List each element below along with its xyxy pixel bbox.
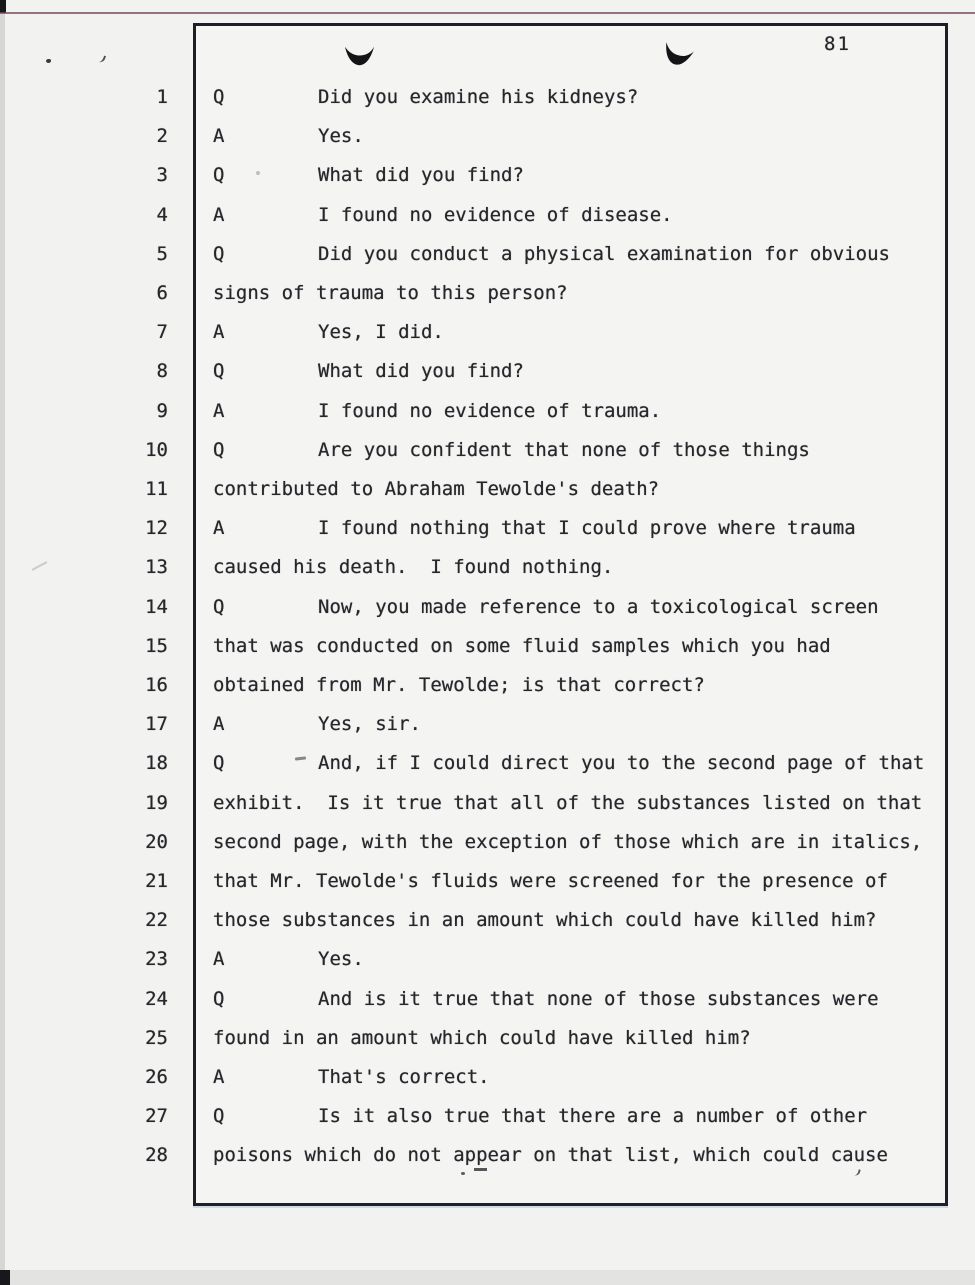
transcript-line [0, 273, 975, 313]
transcript-line [0, 351, 975, 391]
speaker-label: Q [213, 987, 225, 1010]
line-number: 20 [145, 830, 168, 853]
line-text: I found no evidence of disease. [318, 203, 673, 226]
line-text: What did you find? [318, 164, 524, 187]
speaker-label: Q [213, 360, 225, 383]
line-text: signs of trauma to this person? [213, 282, 568, 304]
scan-speck [256, 171, 260, 175]
transcript-line [0, 547, 975, 587]
speaker-label: Q [213, 86, 225, 108]
line-number: 15 [145, 634, 168, 657]
transcript-line [0, 783, 975, 823]
transcript-line [0, 900, 975, 940]
speaker-label: Q [213, 242, 225, 265]
line-number: 6 [156, 282, 168, 304]
line-number: 5 [156, 242, 168, 265]
page-number: 81 [824, 33, 851, 55]
transcript-line [0, 391, 975, 431]
transcript-line [0, 861, 975, 901]
scan-speck [461, 1172, 465, 1175]
line-number: 17 [145, 713, 168, 736]
speaker-label: A [213, 517, 225, 540]
line-number: 24 [145, 987, 168, 1010]
line-text: contributed to Abraham Tewolde's death? [213, 478, 660, 500]
transcript-line [0, 234, 975, 274]
line-number: 12 [145, 517, 168, 540]
speaker-label: Q [213, 1105, 225, 1128]
transcript-line [0, 1057, 975, 1097]
line-number: 10 [145, 438, 168, 461]
line-text: that was conducted on some fluid samples which you had [213, 634, 831, 657]
line-number: 1 [156, 86, 168, 108]
line-text: Yes. [318, 125, 364, 148]
transcript-line [0, 155, 975, 195]
line-text: found in an amount which could have killed him? [213, 1026, 751, 1049]
transcript-line [0, 195, 975, 235]
speaker-label: Q [213, 595, 225, 618]
line-number: 7 [156, 321, 168, 344]
speaker-label: Q [213, 164, 225, 187]
line-number: 18 [145, 752, 168, 775]
line-number: 11 [145, 478, 168, 500]
line-text: Yes, I did. [318, 321, 444, 344]
transcript-line [0, 508, 975, 548]
transcript-line [0, 979, 975, 1019]
line-text: Did you examine his kidneys? [318, 86, 639, 108]
scan-corner-artifact [0, 1270, 10, 1285]
line-number: 2 [156, 125, 168, 148]
transcript-line [0, 704, 975, 744]
transcript-line [0, 939, 975, 979]
speaker-label: Q [213, 752, 225, 775]
speaker-label: A [213, 321, 225, 344]
transcript-line [0, 1018, 975, 1058]
transcript-line [0, 822, 975, 862]
line-text: poisons which do not appear on that list, which could cause [213, 1144, 888, 1167]
line-text: Yes. [318, 948, 364, 971]
speaker-label: A [213, 399, 225, 422]
line-text: second page, with the exception of those which are in italics, [213, 830, 923, 853]
line-number: 14 [145, 595, 168, 618]
line-text: that Mr. Tewolde's fluids were screened for the presence of [213, 870, 888, 892]
line-text: Yes, sir. [318, 713, 421, 736]
line-text: Now, you made reference to a toxicological screen [318, 595, 879, 618]
line-text: caused his death. I found nothing. [213, 556, 614, 579]
speaker-label: Q [213, 438, 225, 461]
scan-speck [46, 59, 51, 63]
line-number: 22 [145, 909, 168, 932]
line-number: 9 [156, 399, 168, 422]
transcript-line [0, 77, 975, 117]
transcript-line [0, 430, 975, 470]
line-number: 3 [156, 164, 168, 187]
line-text: I found no evidence of trauma. [318, 399, 662, 422]
transcript-line [0, 626, 975, 666]
line-number: 13 [145, 556, 168, 579]
transcript-line [0, 1135, 975, 1175]
line-text: And is it true that none of those substances were [318, 987, 879, 1010]
line-text: I found nothing that I could prove where trauma [318, 517, 856, 540]
transcript-line [0, 743, 975, 783]
transcript-line [0, 587, 975, 627]
line-number: 8 [156, 360, 168, 383]
line-text: Are you confident that none of those things [318, 438, 810, 461]
line-number: 16 [145, 674, 168, 696]
line-text: those substances in an amount which could have killed him? [213, 909, 877, 932]
line-number: 25 [145, 1026, 168, 1049]
line-number: 28 [145, 1144, 168, 1167]
scan-bottom-band [0, 1270, 975, 1285]
line-text: And, if I could direct you to the second page of that [318, 752, 925, 775]
scan-line-artifact [0, 12, 975, 14]
transcript-line [0, 312, 975, 352]
line-number: 19 [145, 791, 168, 814]
transcript-line [0, 1096, 975, 1136]
line-text: Did you conduct a physical examination for obvious [318, 242, 890, 265]
line-text: Is it also true that there are a number of other [318, 1105, 868, 1128]
line-number: 21 [145, 870, 168, 892]
line-number: 26 [145, 1066, 168, 1088]
speaker-label: A [213, 713, 225, 736]
speaker-label: A [213, 948, 225, 971]
scan-dash-mark [474, 1168, 487, 1171]
speaker-label: A [213, 125, 225, 148]
line-text: exhibit. Is it true that all of the substances listed on that [213, 791, 923, 814]
line-number: 23 [145, 948, 168, 971]
speaker-label: A [213, 1066, 225, 1088]
transcript-line [0, 665, 975, 705]
transcript-line [0, 469, 975, 509]
line-text: What did you find? [318, 360, 524, 383]
transcript-line [0, 116, 975, 156]
line-text: That's correct. [318, 1066, 490, 1088]
line-text: obtained from Mr. Tewolde; is that correct? [213, 674, 705, 696]
line-number: 27 [145, 1105, 168, 1128]
speaker-label: A [213, 203, 225, 226]
line-number: 4 [156, 203, 168, 226]
